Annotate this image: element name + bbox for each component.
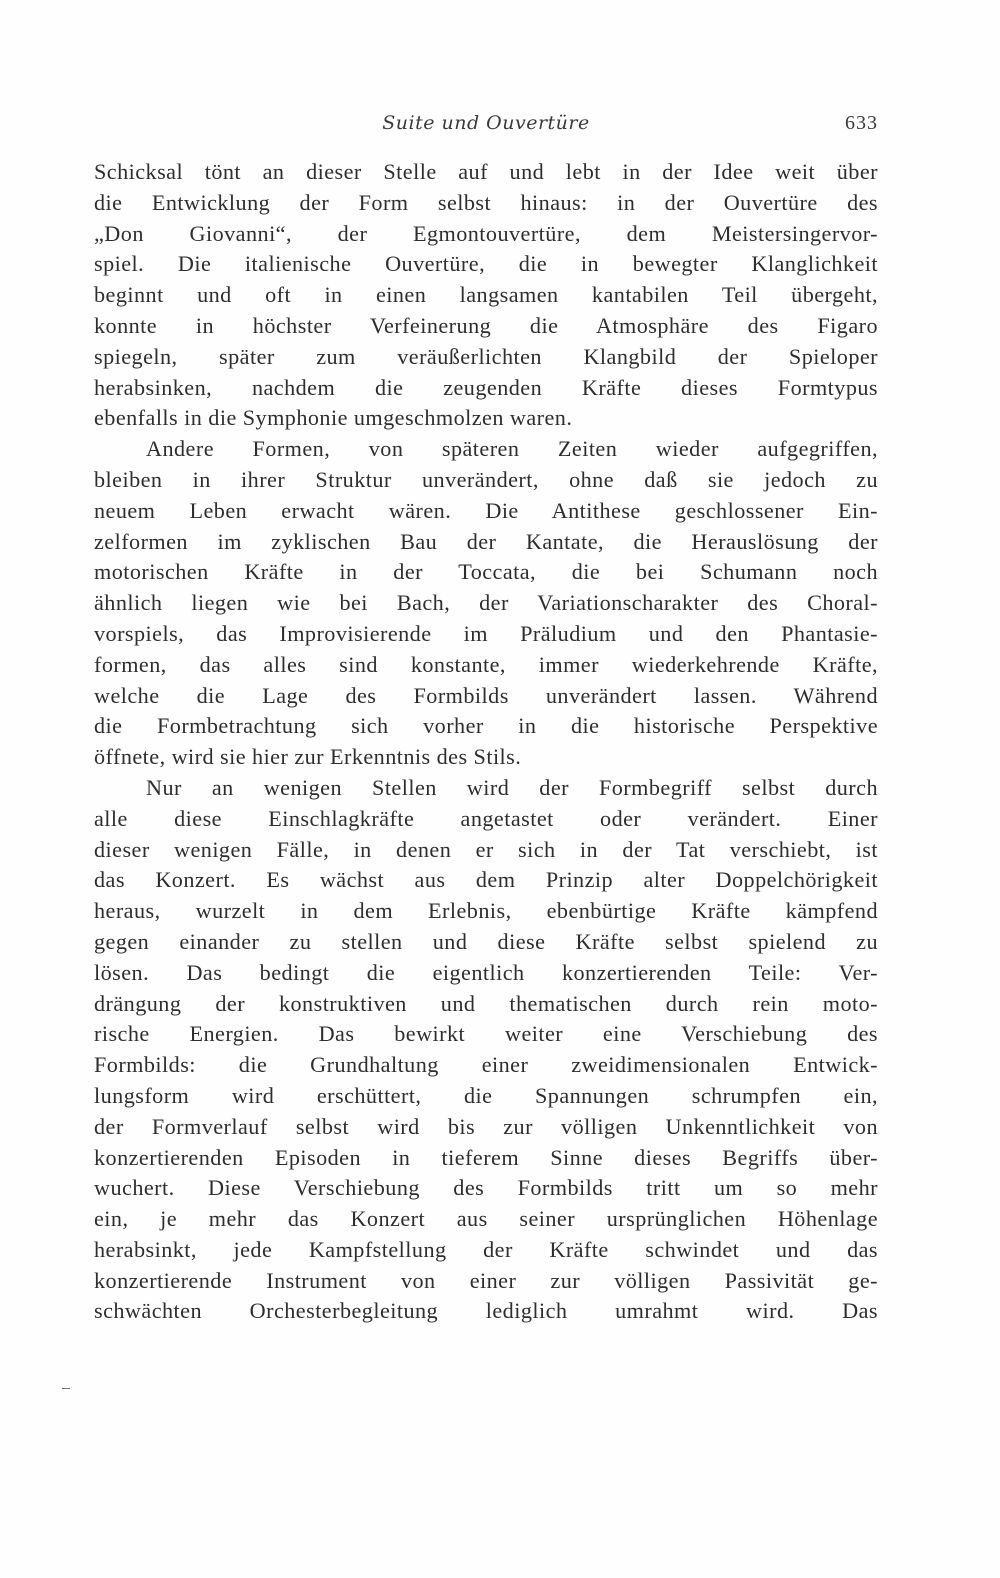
running-head <box>94 112 878 142</box>
text-line: gegen einander zu stellen und diese Kräfte selbst spielend zu <box>94 928 878 954</box>
text-line: schwächten Orchesterbegleitung lediglich umrahmt wird. Das <box>94 1298 878 1324</box>
body-text <box>94 157 878 1327</box>
text-line: Formbilds: die Grundhaltung einer zweidimensionalen Entwick- <box>94 1052 878 1078</box>
text-line: formen, das alles sind konstante, immer wiederkehrende Kräfte, <box>94 651 878 677</box>
text-line: herabsinkt, jede Kampfstellung der Kräfte schwindet und das <box>94 1236 878 1262</box>
page-number: 633 <box>845 112 878 134</box>
text-line: herabsinken, nachdem die zeugenden Kräfte dieses Formtypus <box>94 374 878 400</box>
text-line: die Entwicklung der Form selbst hinaus: in der Ouvertüre des <box>94 189 878 215</box>
text-line: dieser wenigen Fälle, in denen er sich in der Tat verschiebt, ist <box>94 836 878 862</box>
text-line: Andere Formen, von späteren Zeiten wieder aufgegriffen, <box>146 436 878 462</box>
text-line: welche die Lage des Formbilds unverändert lassen. Während <box>94 682 878 708</box>
text-line: spiegeln, später zum veräußerlichten Klangbild der Spieloper <box>94 343 878 369</box>
text-line: neuem Leben erwacht wären. Die Antithese geschlossener Ein- <box>94 497 878 523</box>
text-line: Nur an wenigen Stellen wird der Formbegriff selbst durch <box>146 774 878 800</box>
text-line: Schicksal tönt an dieser Stelle auf und lebt in der Idee weit über <box>94 159 878 184</box>
text-line: „Don Giovanni“, der Egmontouvertüre, dem Meistersingervor- <box>94 220 878 246</box>
text-line: wuchert. Diese Verschiebung des Formbilds tritt um so mehr <box>94 1175 878 1201</box>
paragraph-2 <box>94 434 878 773</box>
text-line: vorspiels, das Improvisierende im Präludium und den Phantasie- <box>94 620 878 646</box>
text-line: bleiben in ihrer Struktur unverändert, ohne daß sie jedoch zu <box>94 466 878 492</box>
text-line: konzertierenden Episoden in tieferem Sinne dieses Begriffs über- <box>94 1144 878 1170</box>
text-line: motorischen Kräfte in der Toccata, die bei Schumann noch <box>94 559 878 585</box>
paragraph-3 <box>94 773 878 1327</box>
text-line: spiel. Die italienische Ouvertüre, die in bewegter Klanglichkeit <box>94 251 878 277</box>
paragraph-1 <box>94 157 878 434</box>
text-line: ähnlich liegen wie bei Bach, der Variationscharakter des Choral- <box>94 590 878 616</box>
text-line: alle diese Einschlagkräfte angetastet oder verändert. Einer <box>94 805 878 831</box>
text-line: drängung der konstruktiven und thematischen durch rein moto- <box>94 990 878 1016</box>
text-line: ebenfalls in die Symphonie umgeschmolzen waren. <box>94 405 573 431</box>
text-line: das Konzert. Es wächst aus dem Prinzip alter Doppelchörigkeit <box>94 867 878 893</box>
margin-mark <box>62 1388 70 1389</box>
text-line: öffnete, wird sie hier zur Erkenntnis des Stils. <box>94 744 522 770</box>
text-line: die Formbetrachtung sich vorher in die historische Perspektive <box>94 713 878 739</box>
text-line: konzertierende Instrument von einer zur völligen Passivität ge- <box>94 1267 878 1293</box>
text-line: rische Energien. Das bewirkt weiter eine Verschiebung des <box>94 1021 878 1047</box>
text-line: ein, je mehr das Konzert aus seiner ursprünglichen Höhenlage <box>94 1206 878 1232</box>
text-line: heraus, wurzelt in dem Erlebnis, ebenbürtige Kräfte kämpfend <box>94 898 878 924</box>
text-line: der Formverlauf selbst wird bis zur völligen Unkenntlichkeit von <box>94 1113 878 1139</box>
running-title: Suite und Ouvertüre <box>382 112 590 134</box>
text-line: lungsform wird erschüttert, die Spannungen schrumpfen ein, <box>94 1082 878 1108</box>
text-line: lösen. Das bedingt die eigentlich konzertierenden Teile: Ver- <box>94 959 878 985</box>
text-line: beginnt und oft in einen langsamen kantabilen Teil übergeht, <box>94 282 878 308</box>
text-line: zelformen im zyklischen Bau der Kantate, die Herauslösung der <box>94 528 878 554</box>
text-line: konnte in höchster Verfeinerung die Atmosphäre des Figaro <box>94 312 878 338</box>
